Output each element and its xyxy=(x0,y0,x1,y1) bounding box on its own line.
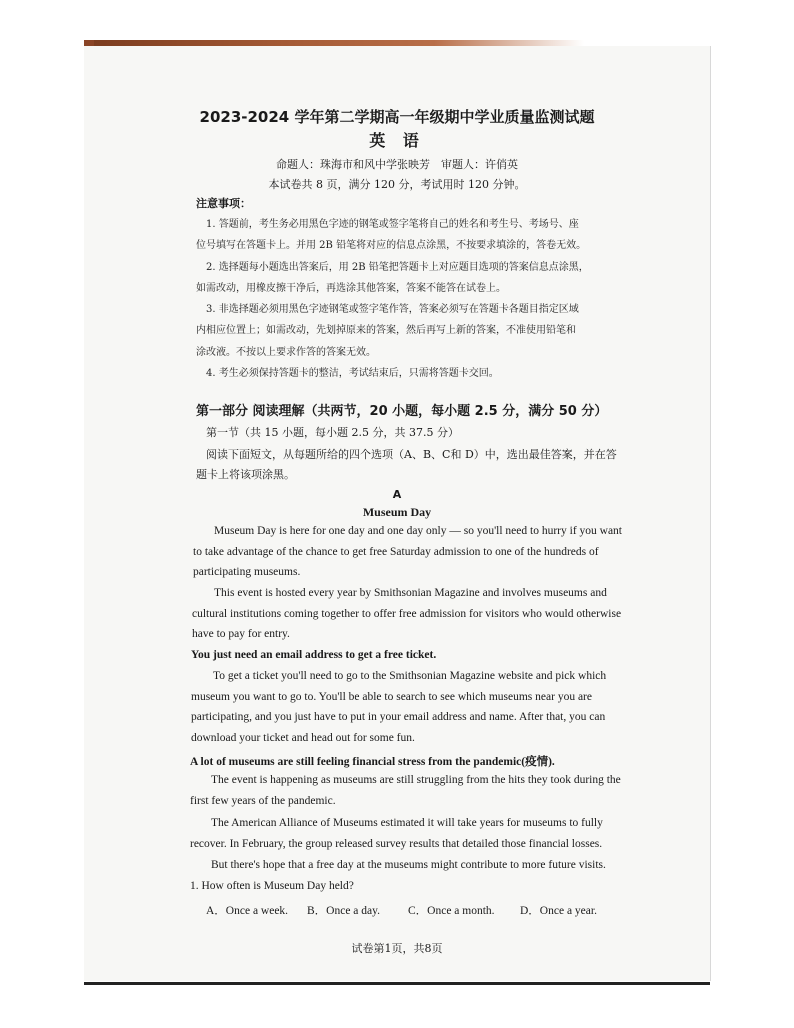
passage-line: But there's hope that a free day at the museums might contribute to more future visits. xyxy=(211,859,606,871)
passage-line: recover. In February, the group released survey results that detailed those financial losses. xyxy=(190,838,603,850)
option-d: D．Once a year. xyxy=(520,905,597,917)
subsection-title: 第一节（共 15 小题，每小题 2.5 分，共 37.5 分） xyxy=(206,426,459,439)
notes-heading: 注意事项： xyxy=(196,197,251,210)
exam-title: 2023-2024 学年第二学期高一年级期中学业质量监测试题 xyxy=(199,108,595,126)
subject-title: 英 语 xyxy=(369,131,425,150)
question-stem: 1. How often is Museum Day held? xyxy=(190,880,354,892)
passage-line: participating, and you just have to put in your email address and name. After that, you can xyxy=(191,711,606,723)
note-line: 1. 答题前，考生务必用黑色字迹的钢笔或签字笔将自己的姓名和考生号、考场号、座 xyxy=(206,219,579,230)
note-line: 涂改液。不按以上要求作答的答案无效。 xyxy=(196,347,376,358)
passage-line: download your ticket and head out for some fun. xyxy=(191,732,415,744)
instruction-line: 题卡上将该项涂黑。 xyxy=(196,468,295,481)
note-line: 3. 非选择题必须用黑色字迹钢笔或签字笔作答，答案必须写在答题卡各题目指定区域 xyxy=(206,304,579,315)
passage-line: This event is hosted every year by Smithsonian Magazine and involves museums and xyxy=(214,587,607,599)
authors-line: 命题人：珠海市和风中学张映芳 审题人：许俏英 xyxy=(276,158,518,171)
option-c: C．Once a month. xyxy=(408,905,495,917)
note-line: 内相应位置上；如需改动，先划掉原来的答案，然后再写上新的答案，不准使用铅笔和 xyxy=(196,325,576,336)
note-line: 2. 选择题每小题选出答案后，用 2B 铅笔把答题卡上对应题目选项的答案信息点涂黑， xyxy=(206,262,589,273)
passage-line: first few years of the pandemic. xyxy=(190,795,336,807)
scan-edge-bottom xyxy=(84,982,710,985)
passage-line: museum you want to go to. You'll be able to search to see which museums near you are xyxy=(191,691,592,703)
passage-subheading: You just need an email address to get a free ticket. xyxy=(191,649,437,661)
passage-line: participating museums. xyxy=(193,566,301,578)
exam-info-line: 本试卷共 8 页，满分 120 分，考试用时 120 分钟。 xyxy=(268,178,526,191)
option-a: A．Once a week. xyxy=(206,905,289,917)
passage-subheading: A lot of museums are still feeling financial stress from the pandemic(疫情). xyxy=(190,756,555,768)
page-footer: 试卷第1页，共8页 xyxy=(351,942,443,955)
passage-line: Museum Day is here for one day and one day only — so you'll need to hurry if you want xyxy=(214,525,622,537)
passage-title: Museum Day xyxy=(362,505,432,519)
note-line: 如需改动，用橡皮擦干净后，再选涂其他答案，答案不能答在试卷上。 xyxy=(196,283,506,294)
note-line: 4. 考生必须保持答题卡的整洁，考试结束后，只需将答题卡交回。 xyxy=(206,368,499,379)
passage-line: The event is happening as museums are still struggling from the hits they took during the xyxy=(211,774,621,786)
passage-line: To get a ticket you'll need to go to the Smithsonian Magazine website and pick which xyxy=(213,670,607,682)
instruction-line: 阅读下面短文，从每题所给的四个选项（A、B、C和 D）中，选出最佳答案，并在答 xyxy=(206,448,617,461)
note-line: 位号填写在答题卡上。并用 2B 铅笔将对应的信息点涂黑，不按要求填涂的，答卷无效。 xyxy=(196,240,587,251)
passage-line: have to pay for entry. xyxy=(192,628,290,640)
section-title: 第一部分 阅读理解（共两节，20 小题，每小题 2.5 分，满分 50 分） xyxy=(196,404,608,419)
passage-line: cultural institutions coming together to offer free admission for visitors who would otherwise xyxy=(192,608,622,620)
passage-line: The American Alliance of Museums estimated it will take years for museums to fully xyxy=(211,817,603,829)
passage-letter: A xyxy=(392,488,402,501)
passage-line: to take advantage of the chance to get free Saturday admission to one of the hundreds of xyxy=(193,546,599,558)
option-b: B．Once a day. xyxy=(307,905,381,917)
